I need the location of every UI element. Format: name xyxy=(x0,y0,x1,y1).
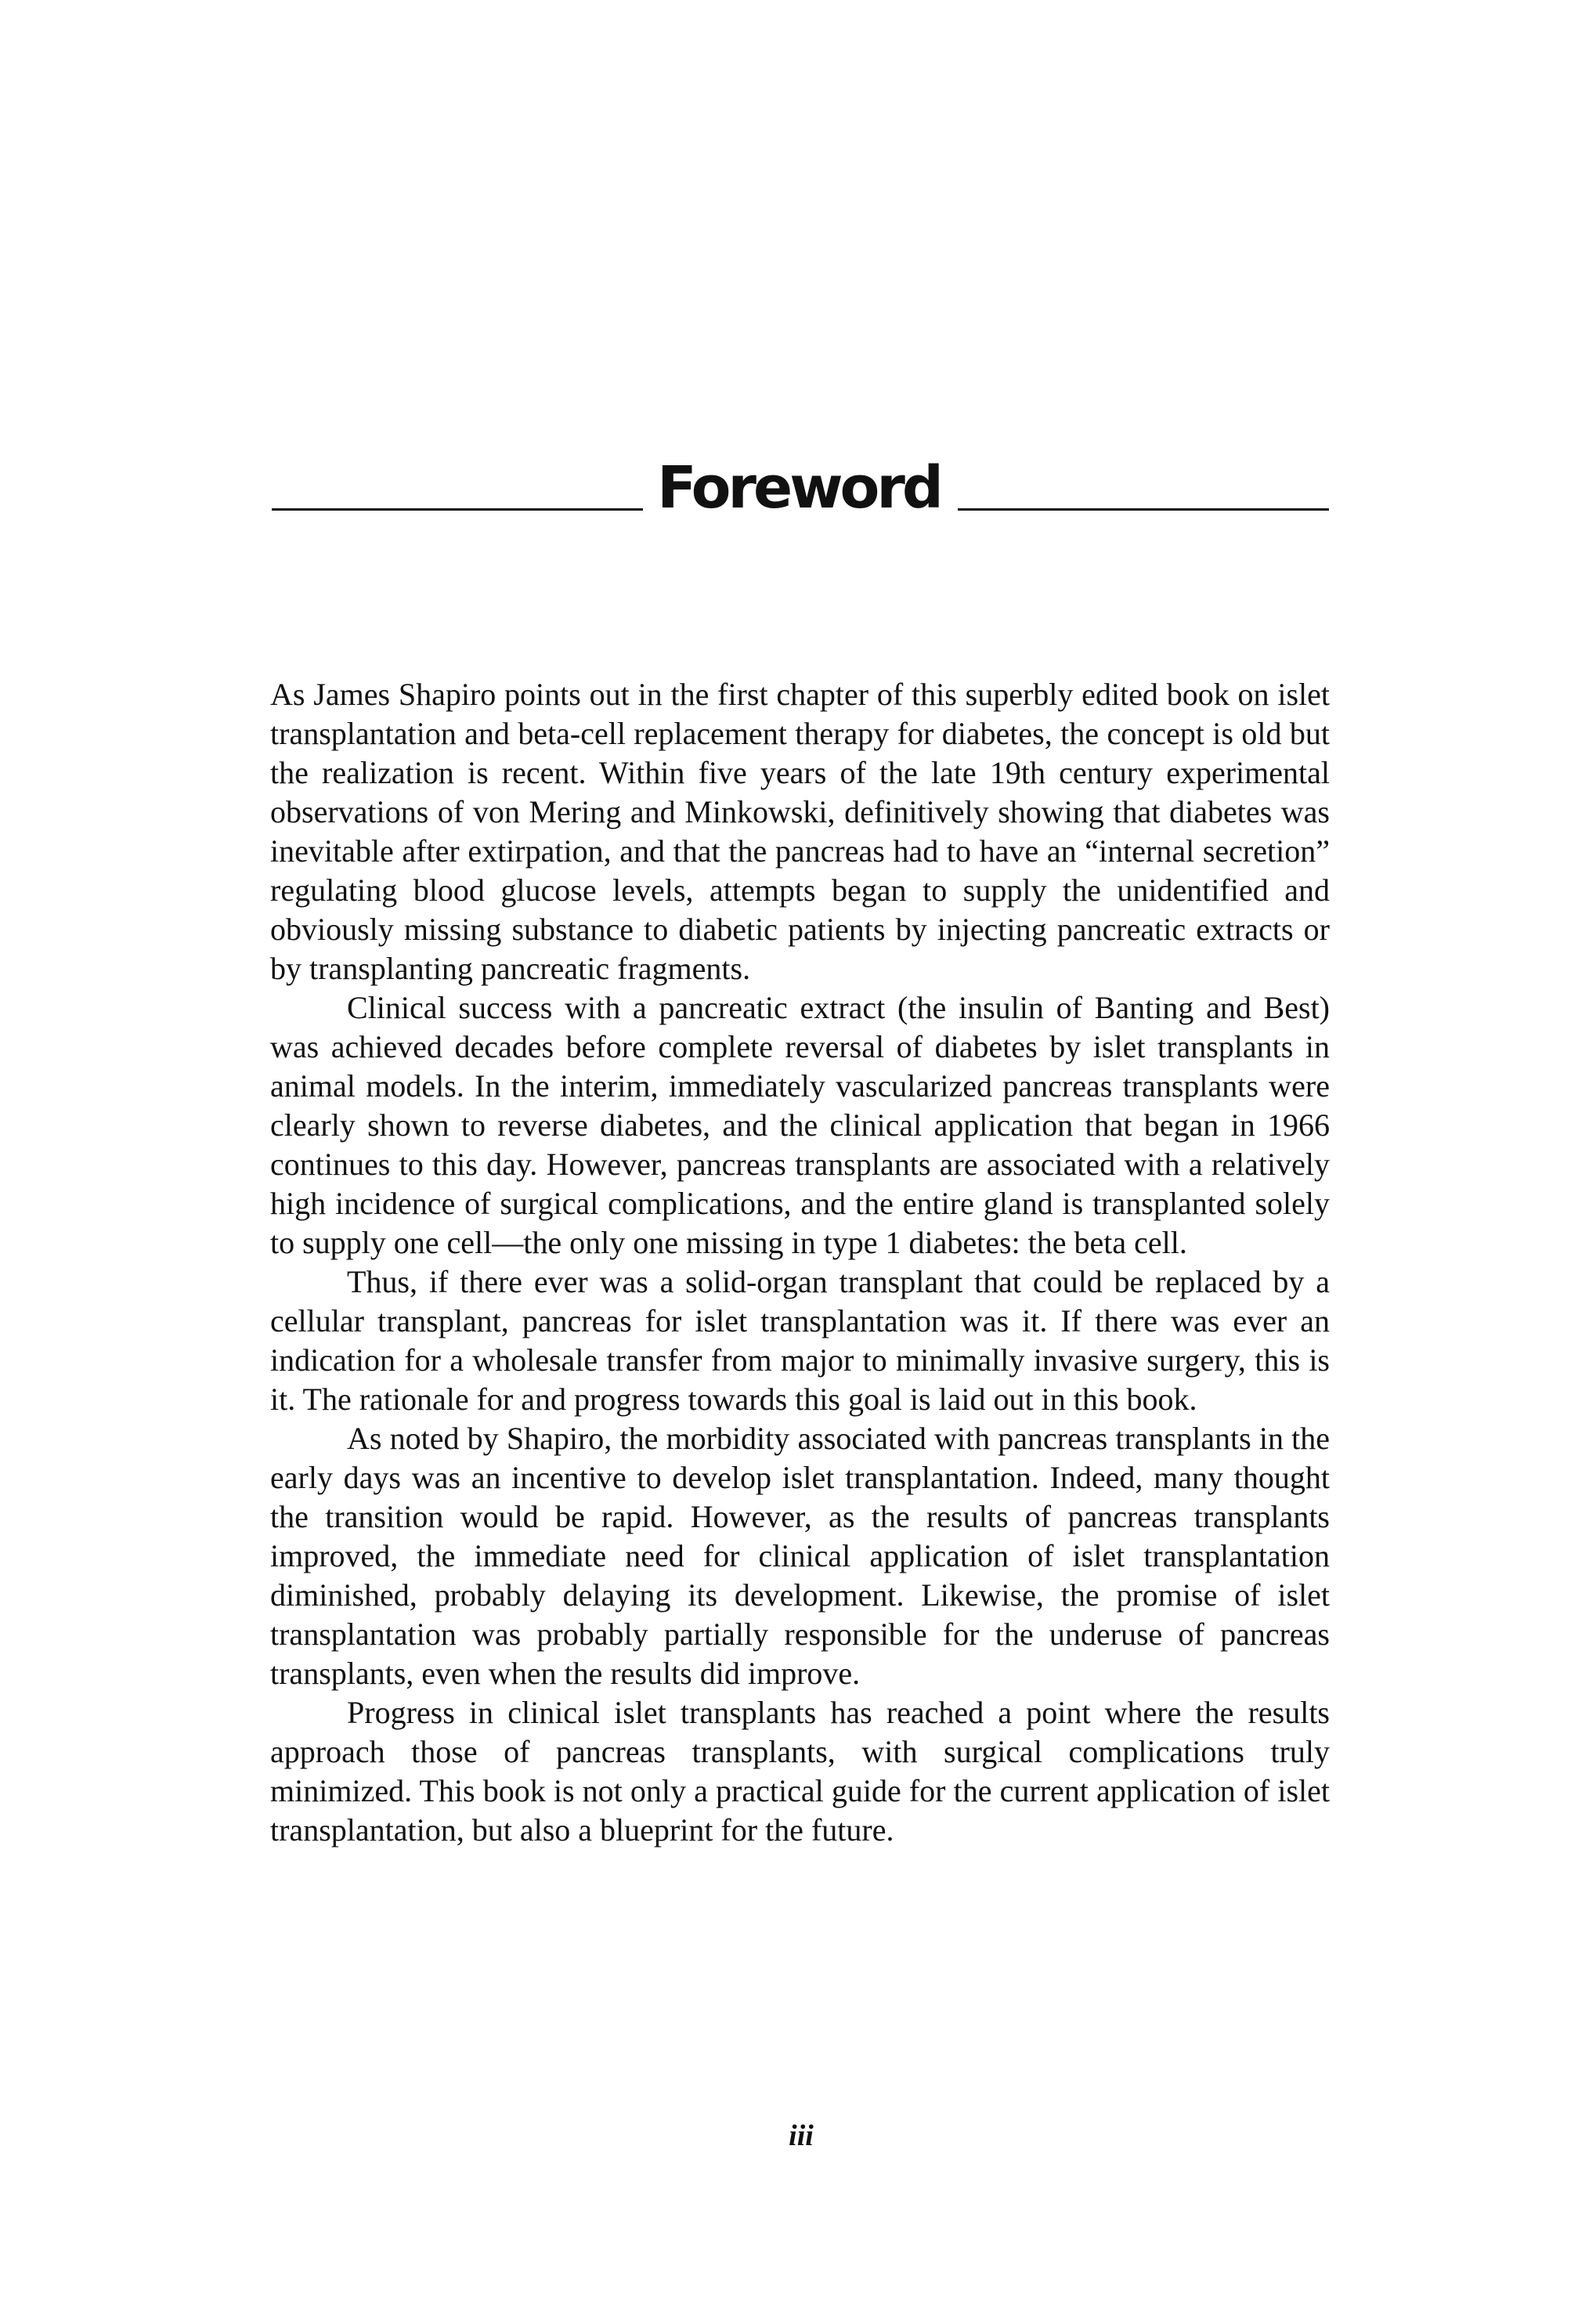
right-heading-rule xyxy=(958,508,1329,511)
foreword-body xyxy=(270,675,1330,1850)
paragraph-3: Thus, if there ever was a solid-organ transplant that could be replaced by a cellular transplant, pancreas for islet transplantation was it. If there was ever an indication for a wholesale transfer from major to minimally invasive surgery, this is it. The rationale for and progress towards this goal is laid out in this book. xyxy=(270,1264,1330,1417)
page-number: iii xyxy=(789,2119,814,2152)
paragraph-5: Progress in clinical islet transplants has reached a point where the results approach those of pancreas transplants, with surgical complications truly minimized. This book is not only a practical guide for the current application of islet transplantation, but also a blueprint for the future. xyxy=(270,1695,1330,1848)
left-heading-rule xyxy=(272,508,643,511)
paragraph-1: As James Shapiro points out in the first chapter of this superbly edited book on islet transplantation and beta-cell replacement therapy for diabetes, the concept is old but the realization is recent. Within five years of the late 19th century experimental observations of von Mering and Minkowski, definitively showing that diabetes was inevitable after extirpation, and that the pancreas had to have an “internal secretion” regulating blood glucose levels, attempts began to supply the unidentified and obviously missing substance to diabetic patients by injecting pancreatic extracts or by transplanting pancreatic fragments. xyxy=(270,677,1330,986)
paragraph-4: As noted by Shapiro, the morbidity associated with pancreas transplants in the early days was an incentive to develop islet transplantation. Indeed, many thought the transition would be rapid. However, as the results of pancreas transplants improved, the immediate need for clinical application of islet transplantation diminished, probably delaying its development. Likewise, the promise of islet transplantation was probably partially responsible for the underuse of pancreas transplants, even when the results did improve. xyxy=(270,1421,1330,1691)
foreword-heading xyxy=(272,446,1329,522)
page-title: Foreword xyxy=(657,454,941,522)
paragraph-2: Clinical success with a pancreatic extract (the insulin of Banting and Best) was achieved decades before complete reversal of diabetes by islet transplants in animal models. In the interim, immediately vascularized pancreas transplants were clearly shown to reverse diabetes, and the clinical application that began in 1966 continues to this day. However, pancreas transplants are associated with a relatively high incidence of surgical complications, and the entire gland is transplanted solely to supply one cell—the only one missing in type 1 diabetes: the beta cell. xyxy=(270,990,1330,1260)
